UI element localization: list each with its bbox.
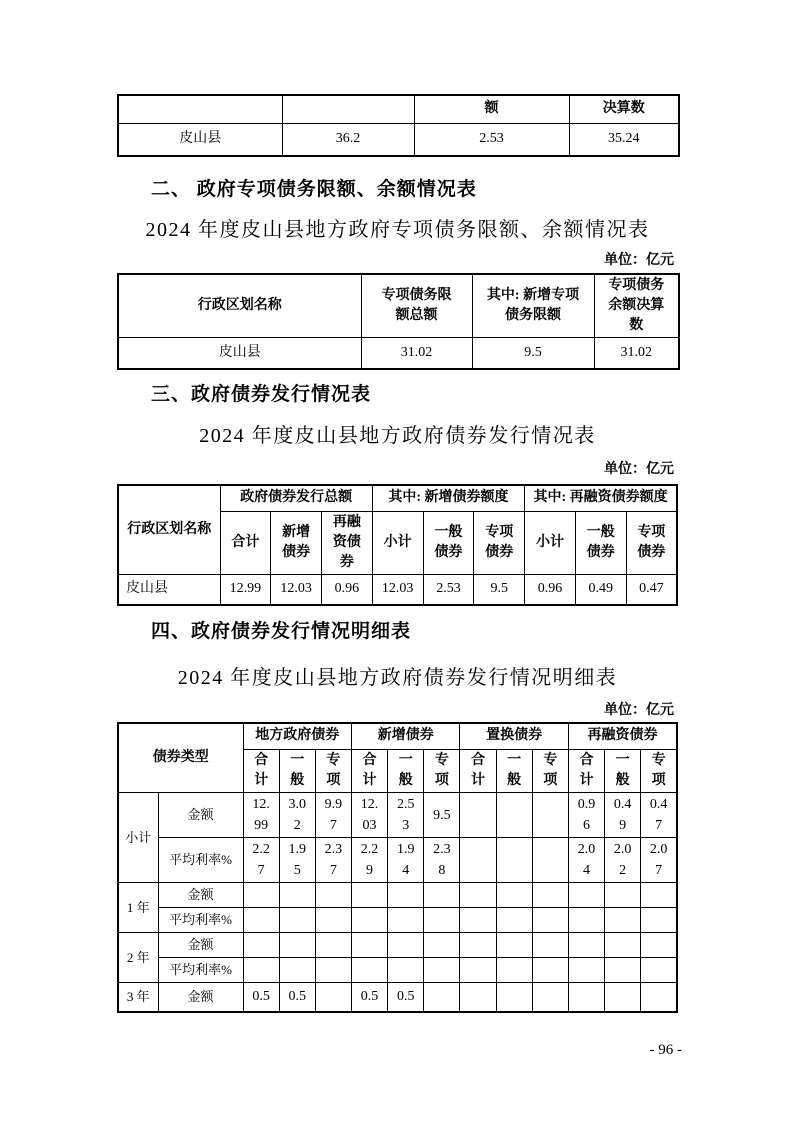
header-row bbox=[118, 274, 679, 338]
value-cell bbox=[279, 908, 315, 933]
data-row bbox=[118, 883, 677, 908]
value-cell bbox=[568, 983, 604, 1012]
section-2-heading: 二、 政府专项债务限额、余额情况表 bbox=[151, 179, 477, 200]
metric-cell: 金额 bbox=[158, 933, 243, 958]
value-cell bbox=[388, 958, 424, 983]
term-cell: 1 年 bbox=[118, 883, 158, 933]
value-cell bbox=[532, 983, 568, 1012]
value-cell bbox=[243, 958, 279, 983]
value-cell: 0.47 bbox=[641, 793, 677, 838]
metric-cell: 金额 bbox=[158, 883, 243, 908]
carryover-header-row bbox=[118, 95, 679, 123]
value-cell bbox=[279, 958, 315, 983]
header-cell: 再融资债券 bbox=[322, 512, 373, 575]
value-cell: 12.03 bbox=[351, 793, 387, 838]
group-header-cell: 政府债券发行总额 bbox=[220, 485, 372, 512]
value-cell bbox=[532, 838, 568, 883]
term-cell: 小计 bbox=[118, 793, 158, 883]
value-cell: 1.95 bbox=[279, 838, 315, 883]
header-cell: 专项 bbox=[315, 750, 351, 793]
header-cell: 合计 bbox=[460, 750, 496, 793]
value-cell: 2.37 bbox=[315, 838, 351, 883]
value-cell: 12.03 bbox=[271, 575, 322, 605]
header-cell: 专项 bbox=[641, 750, 677, 793]
value-cell bbox=[605, 933, 641, 958]
value-cell bbox=[532, 793, 568, 838]
region-cell: 皮山县 bbox=[118, 575, 220, 605]
unit-label: 单位：亿元 bbox=[604, 251, 674, 267]
metric-cell: 平均利率% bbox=[158, 958, 243, 983]
header-cell: 额 bbox=[414, 95, 569, 123]
value-cell: 12.99 bbox=[243, 793, 279, 838]
section-3-table-title: 2024 年度皮山县地方政府债券发行情况表 bbox=[199, 424, 596, 447]
value-cell: 0.5 bbox=[351, 983, 387, 1012]
header-cell: 决算数 bbox=[569, 95, 679, 123]
group-header-cell: 其中: 新增债券额度 bbox=[372, 485, 524, 512]
value-cell bbox=[532, 958, 568, 983]
group-header-row bbox=[118, 723, 677, 750]
value-cell: 2.29 bbox=[351, 838, 387, 883]
data-row bbox=[118, 338, 679, 369]
data-row bbox=[118, 793, 677, 838]
data-row bbox=[118, 575, 677, 605]
value-cell bbox=[460, 793, 496, 838]
value-cell: 2.04 bbox=[568, 838, 604, 883]
value-cell: 12.99 bbox=[220, 575, 271, 605]
group-header-row bbox=[118, 485, 677, 512]
value-cell: 2.02 bbox=[605, 838, 641, 883]
header-cell bbox=[282, 95, 414, 123]
value-cell bbox=[496, 983, 532, 1012]
value-cell bbox=[641, 883, 677, 908]
metric-cell: 金额 bbox=[158, 793, 243, 838]
value-cell bbox=[351, 883, 387, 908]
value-cell bbox=[424, 983, 460, 1012]
value-cell bbox=[532, 883, 568, 908]
header-cell: 专项债券 bbox=[626, 512, 677, 575]
value-cell: 9.97 bbox=[315, 793, 351, 838]
data-row bbox=[118, 958, 677, 983]
region-cell: 皮山县 bbox=[118, 338, 361, 369]
value-cell: 0.5 bbox=[388, 983, 424, 1012]
header-cell: 专项债务限额总额 bbox=[361, 274, 472, 338]
value-cell bbox=[351, 933, 387, 958]
value-cell bbox=[460, 908, 496, 933]
header-cell: 专项 bbox=[532, 750, 568, 793]
header-cell: 一般债券 bbox=[423, 512, 474, 575]
value-cell bbox=[388, 908, 424, 933]
value-cell bbox=[641, 933, 677, 958]
value-cell bbox=[641, 958, 677, 983]
value-cell bbox=[315, 908, 351, 933]
value-cell: 9.5 bbox=[424, 793, 460, 838]
header-cell: 专项 bbox=[424, 750, 460, 793]
value-cell: 35.24 bbox=[569, 123, 679, 156]
header-cell: 专项债券 bbox=[474, 512, 525, 575]
value-cell bbox=[532, 933, 568, 958]
value-cell bbox=[568, 958, 604, 983]
page-number: - 96 - bbox=[649, 1042, 682, 1058]
section-4-table-title: 2024 年度皮山县地方政府债券发行情况明细表 bbox=[177, 666, 618, 689]
value-cell: 1.94 bbox=[388, 838, 424, 883]
value-cell: 12.03 bbox=[372, 575, 423, 605]
carryover-table bbox=[117, 94, 680, 157]
region-cell: 皮山县 bbox=[118, 123, 282, 156]
group-header-cell: 置换债券 bbox=[460, 723, 568, 750]
value-cell bbox=[496, 933, 532, 958]
value-cell: 36.2 bbox=[282, 123, 414, 156]
header-cell: 一般 bbox=[279, 750, 315, 793]
group-header-cell: 再融资债券 bbox=[568, 723, 677, 750]
header-cell: 债券类型 bbox=[118, 723, 243, 793]
header-cell: 一般 bbox=[605, 750, 641, 793]
metric-cell: 平均利率% bbox=[158, 838, 243, 883]
value-cell bbox=[315, 933, 351, 958]
value-cell bbox=[568, 908, 604, 933]
header-cell: 一般 bbox=[388, 750, 424, 793]
value-cell bbox=[568, 933, 604, 958]
value-cell: 0.47 bbox=[626, 575, 677, 605]
value-cell bbox=[315, 958, 351, 983]
value-cell bbox=[496, 793, 532, 838]
unit-label: 单位：亿元 bbox=[604, 459, 674, 476]
value-cell bbox=[605, 883, 641, 908]
value-cell: 9.5 bbox=[472, 338, 594, 369]
metric-cell: 平均利率% bbox=[158, 908, 243, 933]
value-cell bbox=[460, 838, 496, 883]
value-cell: 0.96 bbox=[525, 575, 576, 605]
unit-label: 单位：亿元 bbox=[604, 700, 674, 717]
header-cell: 一般 bbox=[496, 750, 532, 793]
data-row bbox=[118, 933, 677, 958]
value-cell: 0.49 bbox=[575, 575, 626, 605]
value-cell bbox=[460, 933, 496, 958]
value-cell: 9.5 bbox=[474, 575, 525, 605]
header-cell: 合计 bbox=[351, 750, 387, 793]
value-cell bbox=[568, 883, 604, 908]
special-debt-limit-table bbox=[117, 273, 680, 370]
value-cell: 31.02 bbox=[361, 338, 472, 369]
value-cell: 2.27 bbox=[243, 838, 279, 883]
value-cell bbox=[315, 983, 351, 1012]
term-cell: 2 年 bbox=[118, 933, 158, 983]
header-cell: 合计 bbox=[220, 512, 271, 575]
header-cell: 专项债务余额决算数 bbox=[594, 274, 679, 338]
group-header-cell: 地方政府债券 bbox=[243, 723, 351, 750]
group-header-cell: 其中: 再融资债券额度 bbox=[525, 485, 677, 512]
value-cell: 2.53 bbox=[388, 793, 424, 838]
value-cell bbox=[388, 883, 424, 908]
value-cell bbox=[424, 908, 460, 933]
header-cell: 行政区划名称 bbox=[118, 274, 361, 338]
value-cell: 0.5 bbox=[243, 983, 279, 1012]
value-cell bbox=[532, 908, 568, 933]
metric-cell: 金额 bbox=[158, 983, 243, 1012]
header-cell bbox=[118, 95, 282, 123]
data-row bbox=[118, 983, 677, 1012]
value-cell: 2.53 bbox=[414, 123, 569, 156]
value-cell bbox=[641, 908, 677, 933]
carryover-data-row bbox=[118, 123, 679, 156]
group-header-cell: 新增债券 bbox=[351, 723, 459, 750]
page-content bbox=[117, 0, 678, 1013]
value-cell bbox=[460, 983, 496, 1012]
header-cell: 小计 bbox=[372, 512, 423, 575]
value-cell: 2.07 bbox=[641, 838, 677, 883]
value-cell bbox=[424, 933, 460, 958]
value-cell bbox=[279, 883, 315, 908]
value-cell bbox=[605, 983, 641, 1012]
value-cell bbox=[496, 958, 532, 983]
section-2-table-title: 2024 年度皮山县地方政府专项债务限额、余额情况表 bbox=[145, 219, 650, 241]
value-cell bbox=[243, 908, 279, 933]
value-cell bbox=[351, 908, 387, 933]
value-cell bbox=[496, 908, 532, 933]
value-cell bbox=[243, 933, 279, 958]
value-cell bbox=[279, 933, 315, 958]
value-cell: 0.5 bbox=[279, 983, 315, 1012]
header-cell: 合计 bbox=[243, 750, 279, 793]
data-row bbox=[118, 838, 677, 883]
header-cell: 一般债券 bbox=[575, 512, 626, 575]
value-cell: 3.02 bbox=[279, 793, 315, 838]
header-cell: 行政区划名称 bbox=[118, 485, 220, 575]
value-cell: 2.53 bbox=[423, 575, 474, 605]
section-4-heading: 四、政府债券发行情况明细表 bbox=[151, 620, 412, 642]
value-cell bbox=[315, 883, 351, 908]
value-cell bbox=[424, 883, 460, 908]
value-cell bbox=[460, 883, 496, 908]
bond-issuance-table bbox=[117, 484, 678, 606]
header-cell: 合计 bbox=[568, 750, 604, 793]
header-cell: 新增债券 bbox=[271, 512, 322, 575]
section-3-heading: 三、政府债券发行情况表 bbox=[151, 383, 372, 405]
term-cell: 3 年 bbox=[118, 983, 158, 1012]
header-cell: 其中: 新增专项债务限额 bbox=[472, 274, 594, 338]
value-cell: 0.49 bbox=[605, 793, 641, 838]
value-cell bbox=[243, 883, 279, 908]
value-cell bbox=[641, 983, 677, 1012]
value-cell bbox=[460, 958, 496, 983]
value-cell: 2.38 bbox=[424, 838, 460, 883]
value-cell bbox=[605, 908, 641, 933]
value-cell: 31.02 bbox=[594, 338, 679, 369]
value-cell bbox=[388, 933, 424, 958]
data-row bbox=[118, 908, 677, 933]
value-cell bbox=[605, 958, 641, 983]
value-cell bbox=[424, 958, 460, 983]
value-cell: 0.96 bbox=[322, 575, 373, 605]
value-cell: 0.96 bbox=[568, 793, 604, 838]
value-cell bbox=[496, 883, 532, 908]
value-cell bbox=[351, 958, 387, 983]
header-cell: 小计 bbox=[525, 512, 576, 575]
value-cell bbox=[496, 838, 532, 883]
bond-issuance-detail-table bbox=[117, 722, 678, 1013]
